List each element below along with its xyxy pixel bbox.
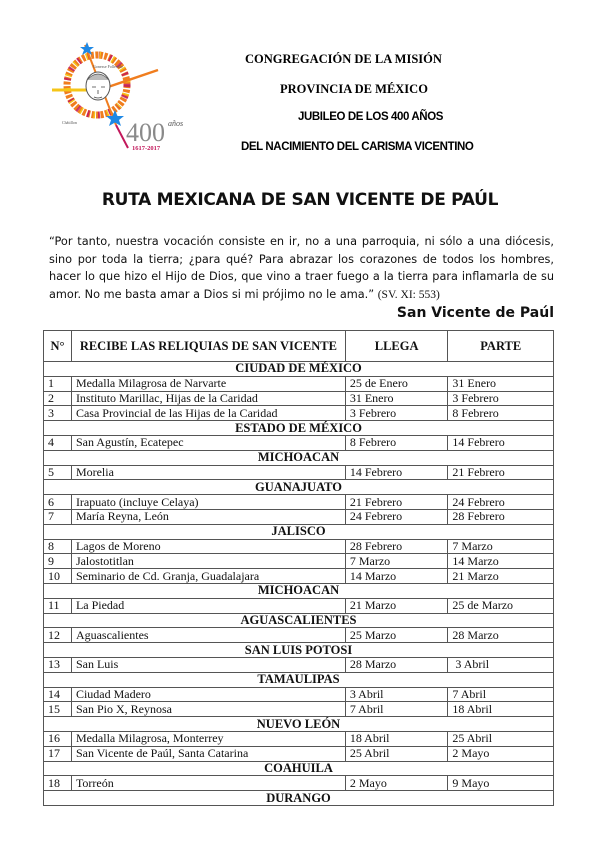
departure-date: 8 Febrero	[448, 406, 554, 421]
departure-date: 21 Febrero	[448, 465, 554, 480]
arrival-date: 31 Enero	[345, 391, 448, 406]
section-title: MICHOACAN	[44, 583, 554, 598]
col-header-arrives: LLEGA	[345, 331, 448, 362]
stop-place: Seminario de Cd. Granja, Guadalajara	[71, 569, 345, 584]
section-title: COAHUILA	[44, 761, 554, 776]
col-header-number: N°	[44, 331, 72, 362]
section-row	[44, 613, 554, 628]
header-jubilee: JUBILEO DE LOS 400 AÑOS	[298, 111, 444, 123]
quote-block	[49, 233, 554, 304]
stop-place: Jalostotitlan	[71, 554, 345, 569]
arrival-date: 25 de Enero	[345, 376, 448, 391]
section-title: DURANGO	[44, 791, 554, 806]
stop-place: San Pio X, Reynosa	[71, 702, 345, 717]
logo-graphic	[40, 40, 200, 160]
arrival-date: 3 Abril	[345, 687, 448, 702]
stop-place: Aguascalientes	[71, 628, 345, 643]
departure-date: 28 Febrero	[448, 509, 554, 524]
table-row	[44, 509, 554, 524]
stop-number: 7	[44, 509, 72, 524]
table-row	[44, 391, 554, 406]
table-row	[44, 495, 554, 510]
arrival-date: 21 Febrero	[345, 495, 448, 510]
arrival-date: 28 Febrero	[345, 539, 448, 554]
departure-date: 24 Febrero	[448, 495, 554, 510]
section-title: TAMAULIPAS	[44, 672, 554, 687]
table-row	[44, 702, 554, 717]
table-row	[44, 628, 554, 643]
stop-number: 9	[44, 554, 72, 569]
departure-date: 31 Enero	[448, 376, 554, 391]
section-title: JALISCO	[44, 524, 554, 539]
departure-date: 3 Febrero	[448, 391, 554, 406]
table-row	[44, 746, 554, 761]
table-row	[44, 569, 554, 584]
departure-date: 14 Febrero	[448, 435, 554, 450]
section-title: ESTADO DE MÉXICO	[44, 421, 554, 436]
stop-place: Irapuato (incluye Celaya)	[71, 495, 345, 510]
header-charism: DEL NACIMIENTO DEL CARISMA VICENTINO	[241, 141, 474, 153]
stop-number: 6	[44, 495, 72, 510]
section-title: AGUASCALIENTES	[44, 613, 554, 628]
logo-text-bottom: Châtillon	[62, 120, 77, 125]
arrival-date: 7 Abril	[345, 702, 448, 717]
departure-date: 14 Marzo	[448, 554, 554, 569]
logo-anos: años	[168, 119, 184, 128]
stop-number: 4	[44, 435, 72, 450]
arrival-date: 28 Marzo	[345, 657, 448, 672]
stop-place: Medalla Milagrosa de Narvarte	[71, 376, 345, 391]
stop-place: Casa Provincial de las Hijas de la Caridad	[71, 406, 345, 421]
stop-number: 18	[44, 776, 72, 791]
departure-date: 7 Abril	[448, 687, 554, 702]
stop-number: 14	[44, 687, 72, 702]
quote-author: San Vicente de Paúl	[396, 305, 554, 321]
section-title: NUEVO LEÓN	[44, 717, 554, 732]
table-row	[44, 406, 554, 421]
departure-date: 25 Abril	[448, 731, 554, 746]
col-header-place: RECIBE LAS RELIQUIAS DE SAN VICENTE	[71, 331, 345, 362]
stop-number: 17	[44, 746, 72, 761]
stop-place: Instituto Marillac, Hijas de la Caridad	[71, 391, 345, 406]
departure-date: 9 Mayo	[448, 776, 554, 791]
section-row	[44, 717, 554, 732]
section-title: CIUDAD DE MÉXICO	[44, 362, 554, 377]
stop-place: San Agustín, Ecatepec	[71, 435, 345, 450]
departure-date: 2 Mayo	[448, 746, 554, 761]
arrival-date: 8 Febrero	[345, 435, 448, 450]
arrival-date: 14 Marzo	[345, 569, 448, 584]
section-row	[44, 421, 554, 436]
logo-text-top: Gonesse Folleville	[93, 64, 123, 69]
portrait-icon	[86, 72, 110, 100]
stop-place: Lagos de Moreno	[71, 539, 345, 554]
arrival-date: 21 Marzo	[345, 598, 448, 613]
departure-date: 7 Marzo	[448, 539, 554, 554]
stop-place: María Reyna, León	[71, 509, 345, 524]
jubilee-logo	[40, 40, 200, 160]
stop-number: 15	[44, 702, 72, 717]
stop-number: 5	[44, 465, 72, 480]
stop-place: Torreón	[71, 776, 345, 791]
section-row	[44, 362, 554, 377]
stop-place: La Piedad	[71, 598, 345, 613]
section-title: SAN LUIS POTOSI	[44, 643, 554, 658]
section-row	[44, 643, 554, 658]
stop-place: Ciudad Madero	[71, 687, 345, 702]
section-row	[44, 450, 554, 465]
departure-date: 28 Marzo	[448, 628, 554, 643]
table-row	[44, 376, 554, 391]
stop-place: San Vicente de Paúl, Santa Catarina	[71, 746, 345, 761]
logo-400: 400	[126, 118, 165, 147]
stop-number: 2	[44, 391, 72, 406]
header-province: PROVINCIA DE MÉXICO	[280, 82, 428, 96]
section-row	[44, 524, 554, 539]
table-row	[44, 687, 554, 702]
section-title: GUANAJUATO	[44, 480, 554, 495]
arrival-date: 25 Abril	[345, 746, 448, 761]
table-header-row	[44, 331, 554, 362]
logo-years: 1617-2017	[132, 145, 161, 152]
stop-place: San Luis	[71, 657, 345, 672]
arrival-date: 2 Mayo	[345, 776, 448, 791]
stop-number: 3	[44, 406, 72, 421]
quote-text: “Por tanto, nuestra vocación consiste en ir, no a una parroquia, ni sólo a una diócesis, sino por toda la tierra; ¿para qué? Para abrazar los corazones de todos los hombres, hacer lo que hizo el Hijo de Dios, que vino a traer fuego a la tierra para inflamarla de su amor. No me basta amar a Dios si mi prójimo no le ama.”	[49, 235, 554, 301]
section-row	[44, 672, 554, 687]
departure-date: 18 Abril	[448, 702, 554, 717]
stop-number: 11	[44, 598, 72, 613]
table-row	[44, 776, 554, 791]
section-row	[44, 761, 554, 776]
section-title: MICHOACAN	[44, 450, 554, 465]
arrival-date: 7 Marzo	[345, 554, 448, 569]
stop-number: 8	[44, 539, 72, 554]
arrival-date: 3 Febrero	[345, 406, 448, 421]
logo-ray	[108, 70, 158, 87]
table-row	[44, 539, 554, 554]
table-row	[44, 598, 554, 613]
stop-number: 10	[44, 569, 72, 584]
stop-number: 1	[44, 376, 72, 391]
table-row	[44, 731, 554, 746]
quote-reference: (SV. XI: 553)	[377, 288, 440, 301]
stop-number: 13	[44, 657, 72, 672]
table-row	[44, 657, 554, 672]
route-table	[43, 330, 554, 806]
stop-number: 12	[44, 628, 72, 643]
departure-date: 3 Abril	[448, 657, 554, 672]
arrival-date: 24 Febrero	[345, 509, 448, 524]
table-body	[44, 362, 554, 806]
arrival-date: 25 Marzo	[345, 628, 448, 643]
arrival-date: 14 Febrero	[345, 465, 448, 480]
departure-date: 25 de Marzo	[448, 598, 554, 613]
departure-date: 21 Marzo	[448, 569, 554, 584]
header-congregation: CONGREGACIÓN DE LA MISIÓN	[245, 52, 442, 66]
stop-place: Morelia	[71, 465, 345, 480]
page-title: RUTA MEXICANA DE SAN VICENTE DE PAÚL	[101, 190, 499, 210]
section-row	[44, 791, 554, 806]
stop-place: Medalla Milagrosa, Monterrey	[71, 731, 345, 746]
table-row	[44, 554, 554, 569]
section-row	[44, 480, 554, 495]
col-header-departs: PARTE	[448, 331, 554, 362]
table-row	[44, 435, 554, 450]
arrival-date: 18 Abril	[345, 731, 448, 746]
stop-number: 16	[44, 731, 72, 746]
table-row	[44, 465, 554, 480]
section-row	[44, 583, 554, 598]
